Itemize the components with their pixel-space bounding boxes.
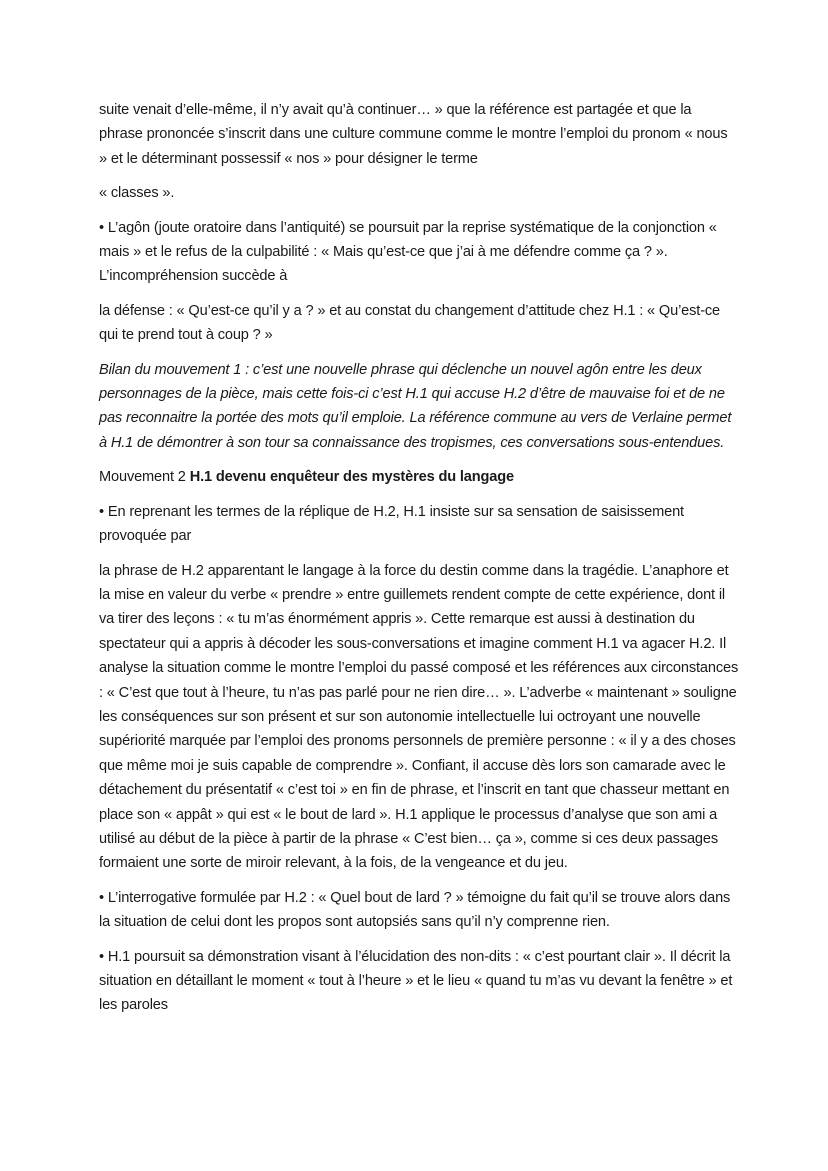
paragraph-analysis: la phrase de H.2 apparentant le langage à la force du destin comme dans la tragédie. L’anaphore et la mise en valeur du verbe « prendre » entre guillemets rendent compte de cette expérience, dont il va tirer des leçons : « tu m’as énormément appris ». Cette remarque est aussi à destination du spectateur qui a appris à décoder les sous-conversations et imagine comment H.1 va agacer H.2. Il analyse la situation comme le montre l’emploi du passé composé et les références aux circonstances : « C’est que tout à l’heure, tu n’as pas parlé pour ne rien dire… ». L’adverbe « maintenant » souligne les conséquences sur son présent et sur son autonomie intellectuelle lui octroyant une nouvelle supériorité marquée par l’emploi des pronoms personnels de première personne : « il y a des choses que même moi je suis capable de comprendre ». Confiant, il accuse dès lors son camarade avec le détachement du présentatif « c’est toi » en fin de phrase, et l’inscrit en tant que chasseur mettant en place son « appât » qui est « le bout de lard ». H.1 applique le processus d’analyse que son ami a utilisé au début de la pièce à partir de la phrase « C’est bien… ça », comme si ces deux passages formaient une sorte de miroir relevant, à la fois, de la vengeance et du jeu. (99, 562, 739, 872)
bullet-reprenant: • En reprenant les termes de la réplique de H.2, H.1 insiste sur sa sensation de saisissement provoquée par (99, 503, 684, 545)
heading-prefix: Mouvement 2 (99, 469, 190, 486)
paragraph-continuation: suite venait d’elle-même, il n’y avait qu’à continuer… » que la référence est partagée et que la phrase prononcée s’inscrit dans une culture commune comme le montre l’emploi du pronom « nous » et le déterminant possessif « nos » pour désigner le terme (99, 102, 728, 167)
bullet-interrogative: • L’interrogative formulée par H.2 : « Quel bout de lard ? » témoigne du fait qu’il se trouve alors dans la situation de celui dont les propos sont autopsiés sans qu’il n’y comprenne rien. (99, 889, 731, 931)
heading-title: H.1 devenu enquêteur des mystères du langage (189, 469, 514, 486)
document-page (99, 98, 739, 1028)
bullet-demonstration: • H.1 poursuit sa démonstration visant à l’élucidation des non-dits : « c’est pourtant clair ». Il décrit la situation en détaillant le moment « tout à l’heure » et le lieu « quand tu m’as vu devant la fenêtre » et les paroles (99, 948, 733, 1014)
section-heading-mouvement-2 (99, 465, 739, 489)
bullet-agon: • L’agôn (joute oratoire dans l’antiquité) se poursuit par la reprise systématique de la conjonction « mais » et le refus de la culpabilité : « Mais qu’est-ce que j’ai à me défendre comme ça ? ». L’incompréhension succède à (99, 219, 717, 285)
paragraph-classes: « classes ». (99, 185, 175, 202)
paragraph-defense: la défense : « Qu’est-ce qu’il y a ? » et au constat du changement d’attitude chez H.1 : « Qu’est-ce qui te prend tout à coup ? » (99, 302, 721, 344)
bilan-mouvement-1: Bilan du mouvement 1 : c’est une nouvelle phrase qui déclenche un nouvel agôn entre les deux personnages de la pièce, mais cette fois-ci c’est H.1 qui accuse H.2 d’être de mauvaise foi et de ne pas reconnaitre la portée des mots qu’il emploie. La référence commune au vers de Verlaine permet à H.1 de démontrer à son tour sa connaissance des tropismes, ces conversations sous-entendues. (99, 361, 732, 451)
